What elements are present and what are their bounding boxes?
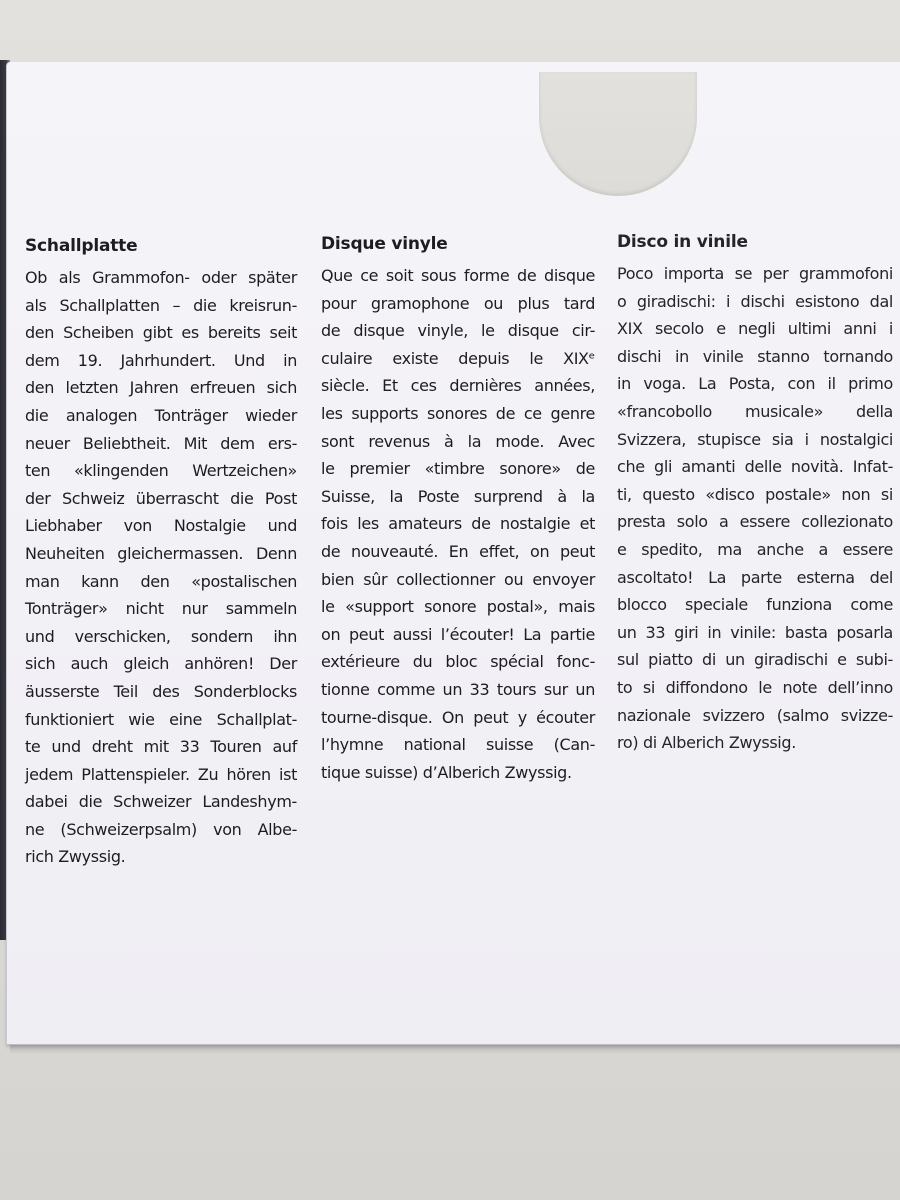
text-line: den Scheiben gibt es bereits seit [25,323,297,343]
text-line: te und dreht mit 33 Touren auf [25,737,297,757]
text-line: neuer Beliebtheit. Mit dem ers- [25,433,297,453]
heading-italian: Disco in vinile [617,232,748,252]
text-line: sont revenus à la mode. Avec [321,431,595,451]
text-line: les supports sonores de ce genre [321,403,595,423]
text-line: le premier «timbre sonore» de [321,459,595,479]
text-line: sich auch gleich anhören! Der [25,654,297,674]
thumb-notch [539,72,697,196]
text-line: jedem Plattenspieler. Zu hören ist [25,764,297,784]
heading-german: Schallplatte [25,236,138,256]
column-french [321,230,595,786]
text-line: der Schweiz überrascht die Post [25,488,297,508]
text-line: funktioniert wie eine Schallplat- [25,709,297,729]
text-line: on peut aussi l’écouter! La partie [321,624,595,644]
text-line: tique suisse) d’Alberich Zwyssig. [321,762,572,782]
body-italian [617,260,893,757]
text-line: Svizzera, stupisce sia i nostalgici [617,429,893,449]
text-line: Tonträger» nicht nur sammeln [25,599,297,619]
text-line: ne (Schweizerpsalm) von Albe- [25,819,297,839]
text-line: ascoltato! La parte esterna del [617,567,893,587]
text-line: XIX secolo e negli ultimi anni i [617,319,893,339]
text-line: blocco speciale funziona come [617,595,893,615]
text-line: siècle. Et ces dernières années, [321,376,595,396]
text-line: culaire existe depuis le XIXᵉ [321,348,595,368]
text-line: dischi in vinile stanno tornando [617,346,893,366]
text-line: und verschicken, sondern ihn [25,626,297,646]
text-line: le «support sonore postal», mais [321,597,595,617]
text-line: dem 19. Jahrhundert. Und in [25,350,297,370]
text-line: als Schallplatten – die kreisrun- [25,295,297,315]
body-german [25,264,297,871]
text-line: de nouveauté. En effet, on peut [321,541,595,561]
text-line: ro) di Alberich Zwyssig. [617,733,796,753]
text-line: che gli amanti delle novità. Infat- [617,457,893,477]
text-line: Liebhaber von Nostalgie und [25,516,297,536]
body-french [321,262,595,786]
text-line: to si diffondono le note dell’inno [617,677,893,697]
text-line: tionne comme un 33 tours sur un [321,679,595,699]
text-line: ti, questo «disco postale» non si [617,484,893,504]
text-line: extérieure du bloc spécial fonc- [321,652,595,672]
text-line: Neuheiten gleichermassen. Denn [25,543,297,563]
text-line: tourne-disque. On peut y écouter [321,707,595,727]
text-line: sul piatto di un giradischi e subi- [617,650,893,670]
text-line: Que ce soit sous forme de disque [321,266,595,285]
text-line: e spedito, ma anche a essere [617,539,893,559]
text-line: dabei die Schweizer Landeshym- [25,792,297,812]
text-line: äusserste Teil des Sonderblocks [25,681,297,701]
text-line: pour gramophone ou plus tard [321,293,595,313]
text-line: de disque vinyle, le disque cir- [321,321,595,341]
text-line: in voga. La Posta, con il primo [617,374,893,394]
text-line: fois les amateurs de nostalgie et [321,514,595,534]
text-line: o giradischi: i dischi esistono dal [617,291,893,311]
text-line: den letzten Jahren erfreuen sich [25,378,297,398]
text-line: un 33 giri in vinile: basta posarla [617,622,893,642]
text-line: die analogen Tonträger wieder [25,405,297,425]
text-line: Suisse, la Poste surprend à la [321,486,595,506]
text-line: l’hymne national suisse (Can- [321,735,595,755]
text-line: Ob als Grammofon- oder später [25,268,297,287]
text-line: Poco importa se per grammofoni [617,264,893,283]
text-line: rich Zwyssig. [25,847,126,867]
text-line: presta solo a essere collezionato [617,512,893,532]
text-line: nazionale svizzero (salmo svizze- [617,705,893,725]
text-line: bien sûr collectionner ou envoyer [321,569,595,589]
text-line: «francobollo musicale» della [617,401,893,421]
heading-french: Disque vinyle [321,234,448,254]
column-italian [617,228,893,757]
text-line: man kann den «postalischen [25,571,297,591]
text-line: ten «klingenden Wertzeichen» [25,461,297,481]
column-german [25,232,297,871]
